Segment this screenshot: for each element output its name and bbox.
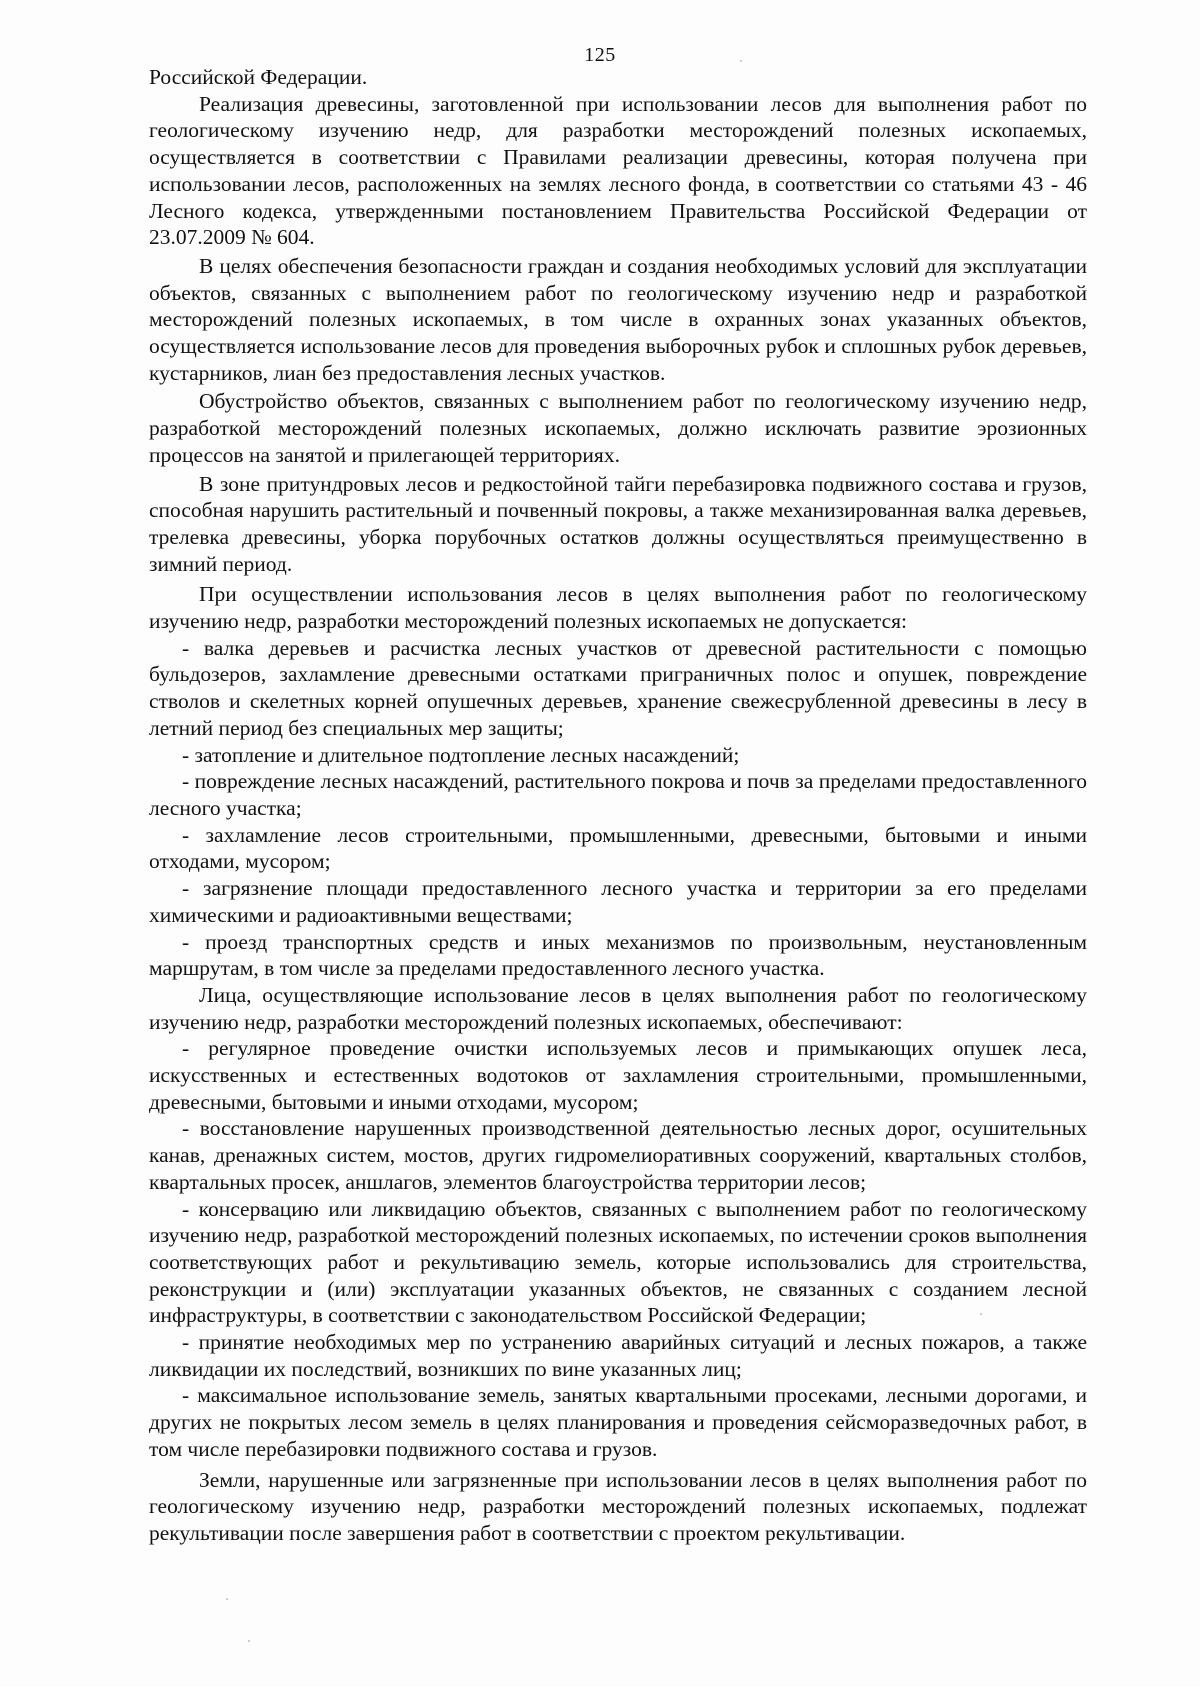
paragraph-erosion: Обустройство объектов, связанных с выполнением работ по геологическому изучению недр, разработкой месторождений полезных ископаемых, должно исключать развитие эрозионных процессов на занятой и прилегающей территориях.	[149, 389, 1087, 467]
scan-speck	[740, 60, 742, 62]
list-item-obligation-liquidation: - консервацию или ликвидацию объектов, связанных с выполнением работ по геологическому изучению недр, разработкой месторождений полезных ископаемых, по истечении сроков выполнения соответствующих работ и рекультивацию земель, которые использовались для строительства, реконструкции и (или) эксплуатации указанных объектов, не связанных с созданием лесной инфраструктуры, в соответствии с законодательством Российской Федерации;	[149, 1196, 1087, 1328]
paragraph-timber-sale: Реализация древесины, заготовленной при использовании лесов для выполнения работ по геологическому изучению недр, для разработки месторождений полезных ископаемых, осуществляется в соответствии с Правилами реализации древесины, которая получена при использовании лесов, расположенных на землях лесного фонда, в соответствии со статьями 43 - 46 Лесного кодекса, утвержденными постановлением Правительства Российской Федерации от 23.07.2009 № 604.	[149, 91, 1087, 250]
list-item-obligation-emergencies: - принятие необходимых мер по устранению аварийных ситуаций и лесных пожаров, а также ликвидации их последствий, возникших по вине указанных лиц;	[149, 1330, 1087, 1381]
list-item-prohibition-felling: - валка деревьев и расчистка лесных участков от древесной растительности с помощью бульдозеров, захламление древесными остатками приграничных полос и опушек, повреждение стволов и скелетных корней опушечных деревьев, хранение свежесрубленной древесины в лесу в летний период без специальных мер защиты;	[149, 635, 1087, 740]
paragraph-tundra-zone: В зоне притундровых лесов и редкостойной тайги перебазировка подвижного состава и грузов, способная нарушить растительный и почвенный покровы, а также механизированная валка деревьев, трелевка древесины, уборка порубочных остатков должны осуществляться преимущественно в зимний период.	[149, 471, 1087, 576]
page-number: 125	[584, 44, 616, 66]
paragraph-prohibitions-intro: При осуществлении использования лесов в целях выполнения работ по геологическому изучению недр, разработки месторождений полезных ископаемых не допускается:	[149, 582, 1087, 634]
paragraph-reclamation: Земли, нарушенные или загрязненные при использовании лесов в целях выполнения работ по геологическому изучению недр, разработки месторождений полезных ископаемых, подлежат рекультивации после завершения работ в соответствии с проектом рекультивации.	[149, 1467, 1087, 1545]
list-item-obligation-land-use: - максимальное использование земель, занятых квартальными просеками, лесными дорогами, и других не покрытых лесом земель в целях планирования и проведения сейсморазведочных работ, в том числе перебазировки подвижного состава и грузов.	[149, 1383, 1087, 1461]
paragraph-continuation: Российской Федерации.	[149, 65, 368, 89]
scan-speck	[226, 1598, 228, 1600]
list-item-prohibition-flooding: - затопление и длительное подтопление лесных насаждений;	[182, 742, 740, 767]
list-item-prohibition-pollution: - загрязнение площади предоставленного лесного участка и территории за его пределами химическими и радиоактивными веществами;	[149, 876, 1087, 927]
scan-speck	[980, 1313, 982, 1315]
list-item-prohibition-vehicles: - проезд транспортных средств и иных механизмов по произвольным, неустановленным маршрутам, в том числе за пределами предоставленного лесного участка.	[149, 929, 1087, 981]
paragraph-obligations-intro: Лица, осуществляющие использование лесов в целях выполнения работ по геологическому изучению недр, разработки месторождений полезных ископаемых, обеспечивают:	[149, 982, 1087, 1034]
paragraph-safety-felling: В целях обеспечения безопасности граждан и создания необходимых условий для эксплуатации объектов, связанных с выполнением работ по геологическому изучению недр и разработкой месторождений полезных ископаемых, в том числе в охранных зонах указанных объектов, осуществляется использование лесов для проведения выборочных рубок и сплошных рубок деревьев, кустарников, лиан без предоставления лесных участков.	[149, 253, 1087, 385]
list-item-prohibition-damage: - повреждение лесных насаждений, растительного покрова и почв за пределами предоставленного лесного участка;	[149, 769, 1087, 820]
scan-speck	[248, 1640, 250, 1642]
list-item-obligation-restoration: - восстановление нарушенных производственной деятельностью лесных дорог, осушительных канав, дренажных систем, мостов, других гидромелиоративных сооружений, квартальных столбов, квартальных просек, аншлагов, элементов благоустройства территории лесов;	[149, 1116, 1087, 1194]
list-item-obligation-cleaning: - регулярное проведение очистки используемых лесов и примыкающих опушек леса, искусственных и естественных водотоков от захламления строительными, промышленными, древесными, бытовыми и иными отходами, мусором;	[149, 1036, 1087, 1114]
list-item-prohibition-littering: - захламление лесов строительными, промышленными, древесными, бытовыми и иными отходами, мусором;	[149, 822, 1087, 874]
document-body	[149, 64, 1087, 1547]
